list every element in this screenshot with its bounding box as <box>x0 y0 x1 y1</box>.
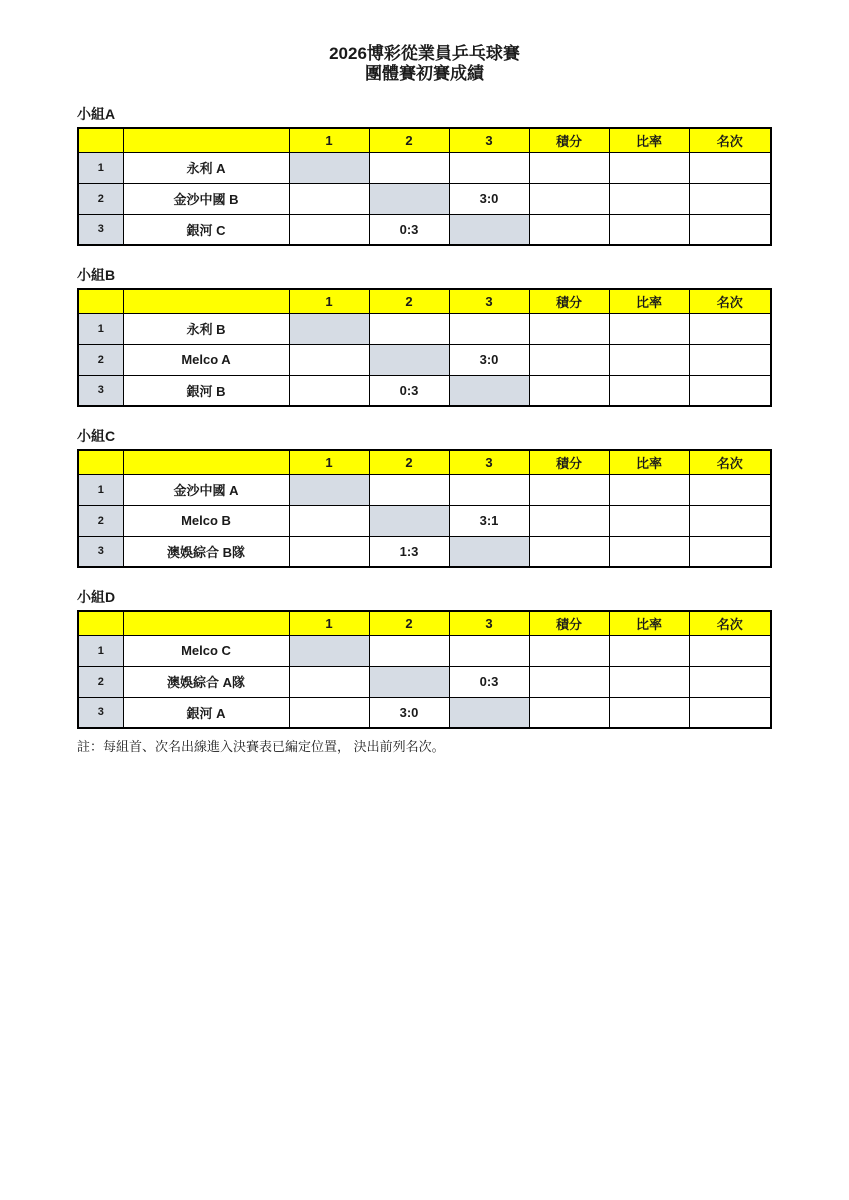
team-name-cell: Melco B <box>123 505 289 536</box>
table-row <box>78 635 771 666</box>
ratio-cell <box>609 505 689 536</box>
score-cell <box>289 214 369 245</box>
table-row <box>78 474 771 505</box>
table-row <box>78 152 771 183</box>
row-number-cell: 2 <box>78 505 123 536</box>
group-results-table <box>77 288 772 407</box>
diagonal-cell <box>289 474 369 505</box>
header-cell: 2 <box>369 611 449 635</box>
table-row <box>78 375 771 406</box>
group-label: 小組C <box>77 428 116 444</box>
team-name-cell: 澳娛綜合 B隊 <box>123 536 289 567</box>
score-cell <box>449 635 529 666</box>
diagonal-cell <box>449 214 529 245</box>
header-corner-cell <box>78 611 123 635</box>
group-section <box>77 589 772 729</box>
team-name-cell: 銀河 C <box>123 214 289 245</box>
ratio-cell <box>609 697 689 728</box>
score-cell <box>449 474 529 505</box>
rank-cell <box>689 536 771 567</box>
points-cell <box>529 536 609 567</box>
team-name-cell: 金沙中國 B <box>123 183 289 214</box>
diagonal-cell <box>369 666 449 697</box>
diagonal-cell <box>449 375 529 406</box>
score-cell <box>289 536 369 567</box>
diagonal-cell <box>289 313 369 344</box>
score-cell <box>369 474 449 505</box>
table-row <box>78 505 771 536</box>
header-cell: 比率 <box>609 128 689 152</box>
score-cell: 3:0 <box>449 183 529 214</box>
table-row <box>78 214 771 245</box>
rank-cell <box>689 666 771 697</box>
rank-cell <box>689 214 771 245</box>
header-team-cell <box>123 128 289 152</box>
header-cell: 積分 <box>529 289 609 313</box>
header-cell: 3 <box>449 128 529 152</box>
row-number-cell: 3 <box>78 697 123 728</box>
group-section <box>77 106 772 246</box>
rank-cell <box>689 635 771 666</box>
row-number-cell: 3 <box>78 214 123 245</box>
header-cell: 2 <box>369 289 449 313</box>
score-cell <box>289 344 369 375</box>
row-number-cell: 1 <box>78 313 123 344</box>
group-section <box>77 428 772 568</box>
header-cell: 名次 <box>689 450 771 474</box>
header-cell: 3 <box>449 450 529 474</box>
header-cell: 名次 <box>689 128 771 152</box>
header-cell: 積分 <box>529 611 609 635</box>
group-label: 小組D <box>77 589 116 605</box>
rank-cell <box>689 697 771 728</box>
header-cell: 2 <box>369 128 449 152</box>
header-cell: 1 <box>289 611 369 635</box>
rank-cell <box>689 344 771 375</box>
row-number-cell: 1 <box>78 152 123 183</box>
header-cell: 積分 <box>529 450 609 474</box>
header-cell: 2 <box>369 450 449 474</box>
points-cell <box>529 697 609 728</box>
header-corner-cell <box>78 128 123 152</box>
header-cell: 積分 <box>529 128 609 152</box>
row-number-cell: 2 <box>78 666 123 697</box>
score-cell <box>289 375 369 406</box>
score-cell <box>449 313 529 344</box>
header-team-cell <box>123 450 289 474</box>
document-title-line1: 2026博彩從業員乒乓球賽 <box>329 44 520 63</box>
diagonal-cell <box>369 183 449 214</box>
group-results-table <box>77 449 772 568</box>
document-title-line2: 團體賽初賽成績 <box>365 64 484 83</box>
header-corner-cell <box>78 450 123 474</box>
ratio-cell <box>609 152 689 183</box>
score-cell <box>369 152 449 183</box>
score-cell: 0:3 <box>369 214 449 245</box>
row-number-cell: 3 <box>78 536 123 567</box>
header-cell: 1 <box>289 289 369 313</box>
table-row <box>78 536 771 567</box>
team-name-cell: 銀河 A <box>123 697 289 728</box>
score-cell: 3:0 <box>449 344 529 375</box>
points-cell <box>529 505 609 536</box>
header-cell: 名次 <box>689 289 771 313</box>
group-label: 小組A <box>77 106 116 122</box>
ratio-cell <box>609 313 689 344</box>
header-cell: 比率 <box>609 611 689 635</box>
diagonal-cell <box>289 152 369 183</box>
group-results-table <box>77 127 772 246</box>
points-cell <box>529 474 609 505</box>
rank-cell <box>689 375 771 406</box>
points-cell <box>529 313 609 344</box>
score-cell: 1:3 <box>369 536 449 567</box>
score-cell: 0:3 <box>449 666 529 697</box>
header-team-cell <box>123 289 289 313</box>
points-cell <box>529 375 609 406</box>
ratio-cell <box>609 375 689 406</box>
team-name-cell: 澳娛綜合 A隊 <box>123 666 289 697</box>
group-section <box>77 267 772 407</box>
header-corner-cell <box>78 289 123 313</box>
row-number-cell: 2 <box>78 344 123 375</box>
score-cell: 3:1 <box>449 505 529 536</box>
header-cell: 1 <box>289 450 369 474</box>
score-cell: 0:3 <box>369 375 449 406</box>
group-results-table <box>77 610 772 729</box>
header-cell: 3 <box>449 289 529 313</box>
diagonal-cell <box>449 536 529 567</box>
ratio-cell <box>609 635 689 666</box>
diagonal-cell <box>369 344 449 375</box>
row-number-cell: 1 <box>78 474 123 505</box>
diagonal-cell <box>449 697 529 728</box>
points-cell <box>529 666 609 697</box>
rank-cell <box>689 183 771 214</box>
header-cell: 1 <box>289 128 369 152</box>
table-row <box>78 697 771 728</box>
diagonal-cell <box>369 505 449 536</box>
row-number-cell: 3 <box>78 375 123 406</box>
row-number-cell: 2 <box>78 183 123 214</box>
points-cell <box>529 344 609 375</box>
ratio-cell <box>609 183 689 214</box>
row-number-cell: 1 <box>78 635 123 666</box>
header-cell: 名次 <box>689 611 771 635</box>
points-cell <box>529 214 609 245</box>
rank-cell <box>689 313 771 344</box>
points-cell <box>529 152 609 183</box>
rank-cell <box>689 474 771 505</box>
score-cell: 3:0 <box>369 697 449 728</box>
team-name-cell: 永利 A <box>123 152 289 183</box>
header-team-cell <box>123 611 289 635</box>
rank-cell <box>689 505 771 536</box>
ratio-cell <box>609 536 689 567</box>
score-cell <box>369 635 449 666</box>
header-cell: 3 <box>449 611 529 635</box>
team-name-cell: 銀河 B <box>123 375 289 406</box>
table-row <box>78 313 771 344</box>
score-cell <box>289 697 369 728</box>
team-name-cell: Melco C <box>123 635 289 666</box>
rank-cell <box>689 152 771 183</box>
score-cell <box>289 666 369 697</box>
score-cell <box>449 152 529 183</box>
points-cell <box>529 183 609 214</box>
header-cell: 比率 <box>609 289 689 313</box>
ratio-cell <box>609 344 689 375</box>
group-label: 小組B <box>77 267 116 283</box>
score-cell <box>289 505 369 536</box>
ratio-cell <box>609 474 689 505</box>
points-cell <box>529 635 609 666</box>
score-cell <box>369 313 449 344</box>
diagonal-cell <box>289 635 369 666</box>
table-row <box>78 666 771 697</box>
team-name-cell: 金沙中國 A <box>123 474 289 505</box>
table-row <box>78 344 771 375</box>
header-cell: 比率 <box>609 450 689 474</box>
footnote: 註：每組首、次名出線進入決賽表已編定位置， 決出前列名次。 <box>77 739 445 754</box>
team-name-cell: Melco A <box>123 344 289 375</box>
team-name-cell: 永利 B <box>123 313 289 344</box>
ratio-cell <box>609 214 689 245</box>
table-row <box>78 183 771 214</box>
groups-container <box>77 106 772 729</box>
score-cell <box>289 183 369 214</box>
document-title <box>77 44 772 84</box>
ratio-cell <box>609 666 689 697</box>
